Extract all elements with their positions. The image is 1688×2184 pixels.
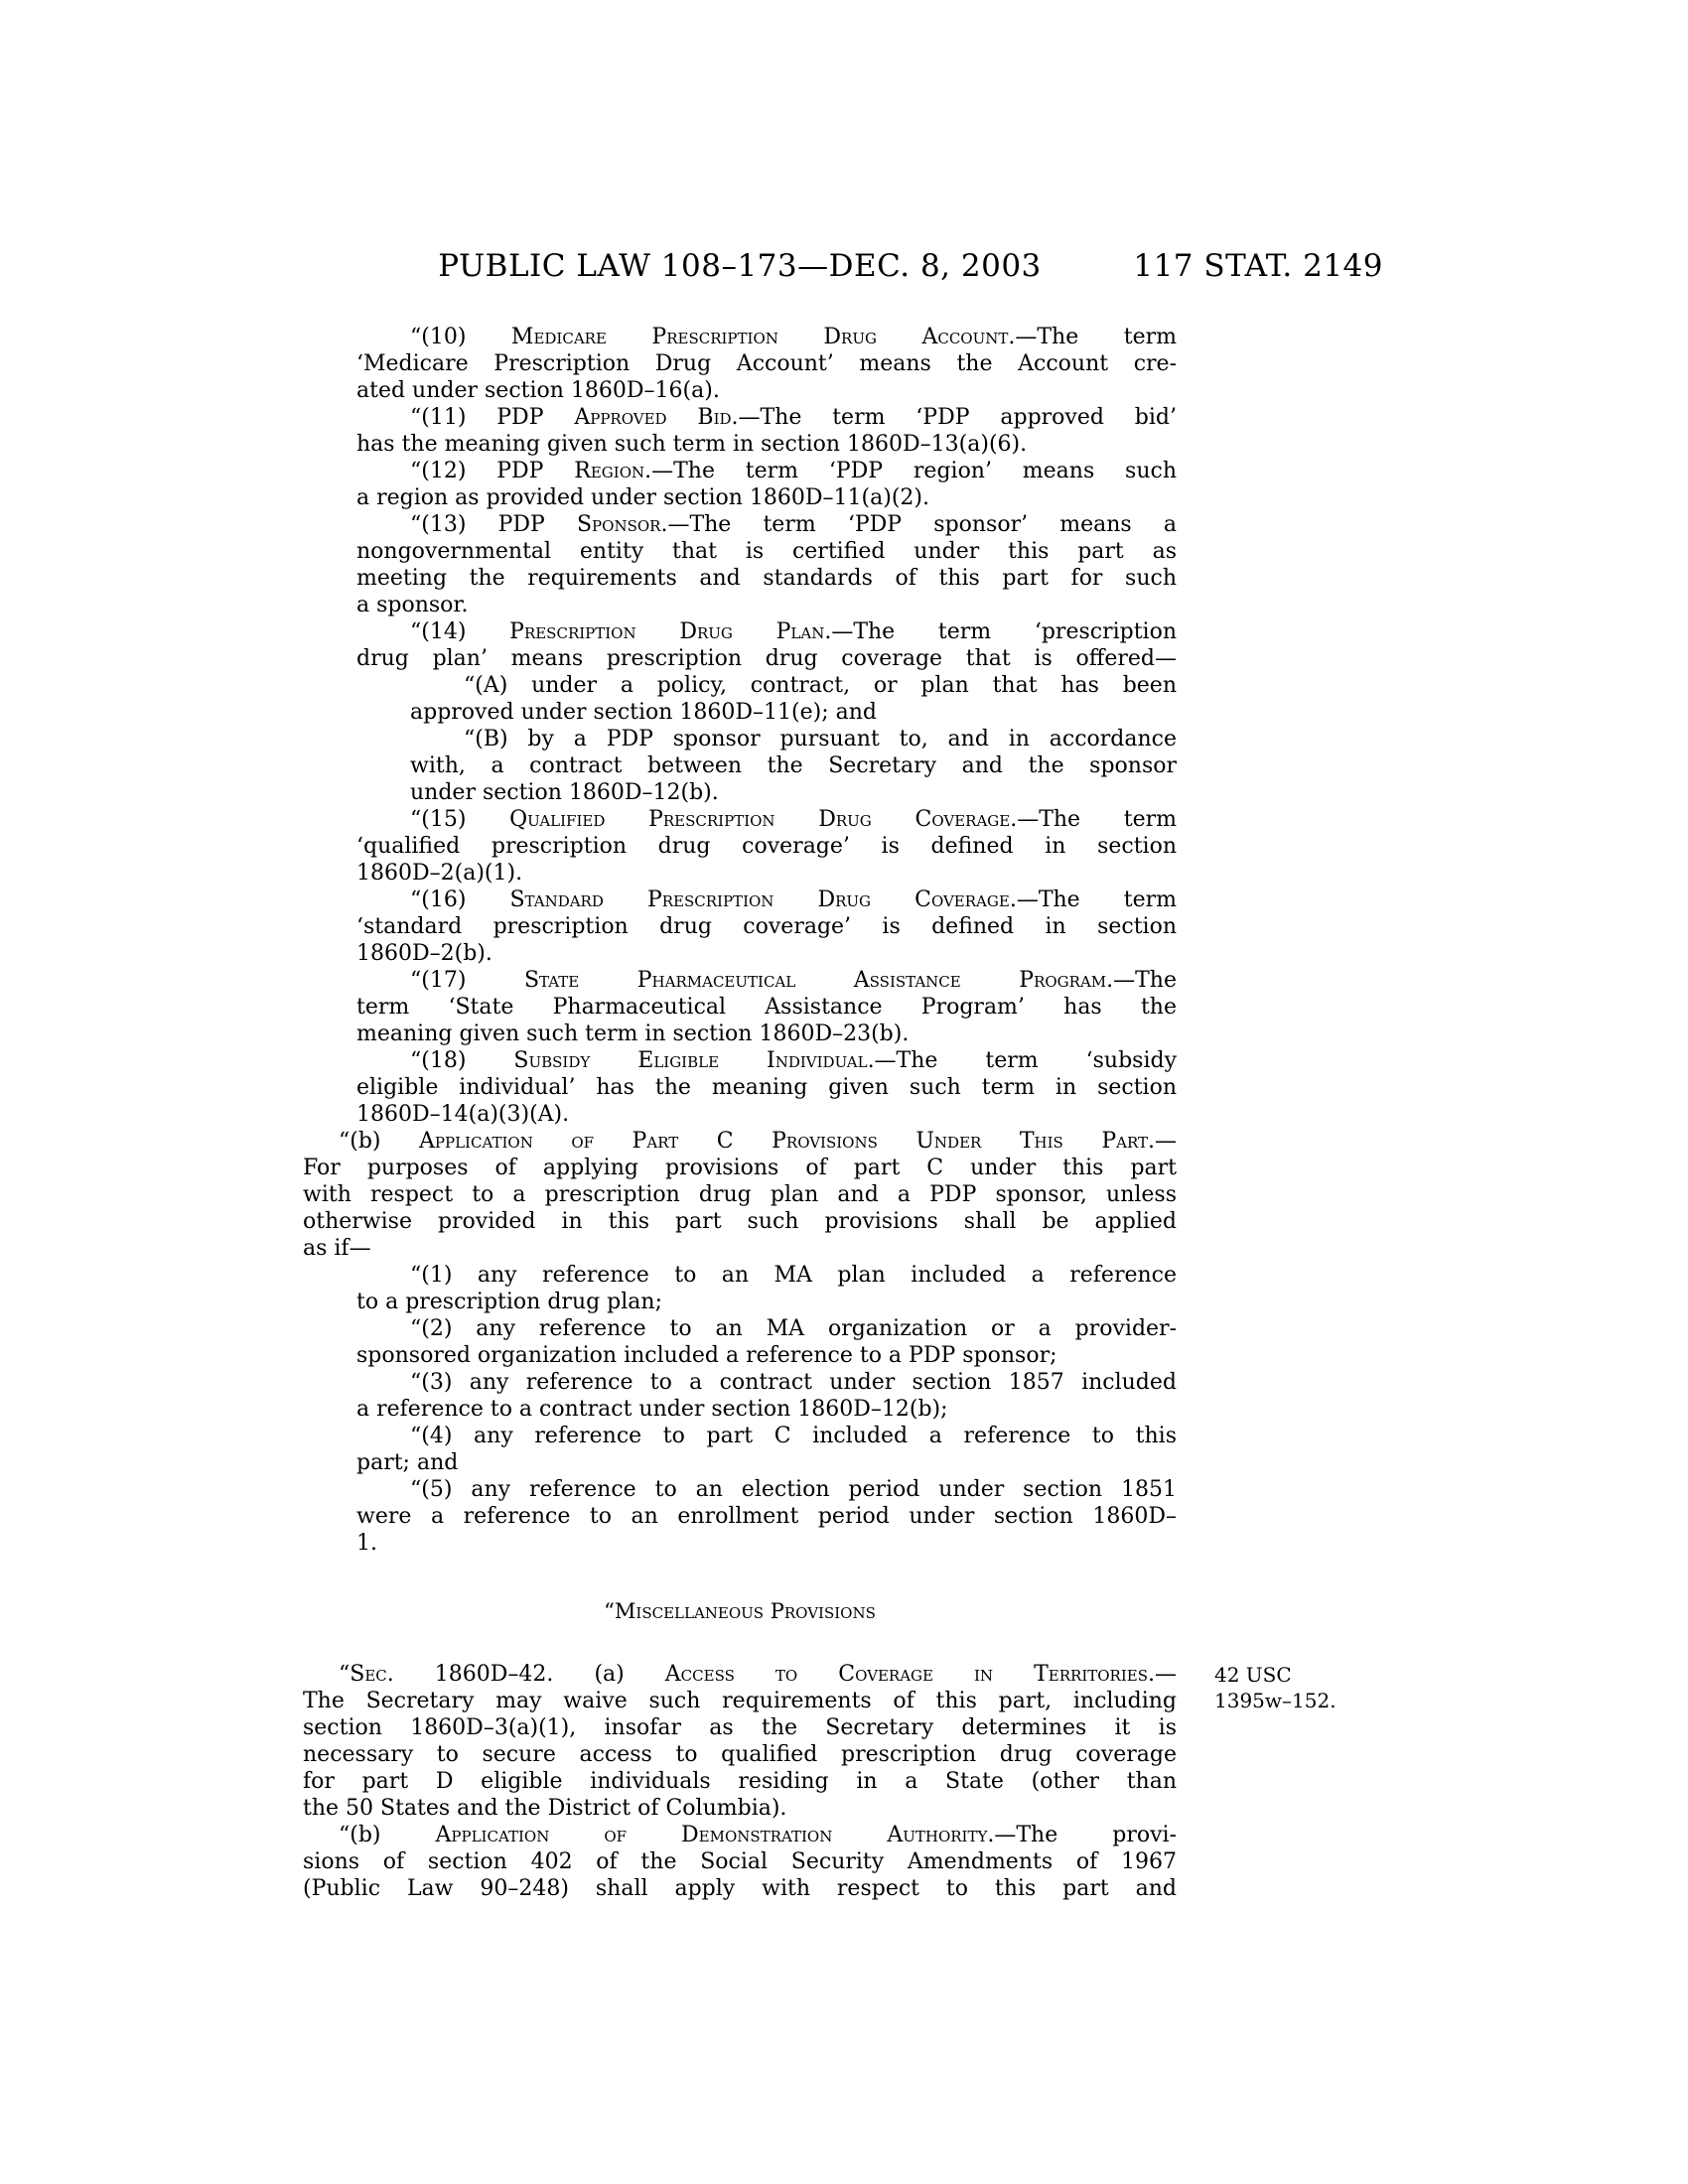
statute-paragraph	[410, 726, 1177, 806]
statute-paragraph	[356, 806, 1177, 887]
statute-paragraph	[303, 1128, 1177, 1262]
statute-paragraph	[356, 324, 1177, 404]
text-line: with respect to a prescription drug plan and a PDP sponsor, unless	[303, 1182, 1177, 1207]
statute-paragraph	[356, 967, 1177, 1047]
text-line: otherwise provided in this part such provisions shall be applied	[303, 1209, 1177, 1234]
text-line: meeting the requirements and standards of this part for such	[356, 566, 1177, 591]
text-line: “(A) under a policy, contract, or plan that has been	[464, 673, 1177, 698]
text-line: under section 1860D–12(b).	[410, 780, 719, 805]
text-line: “(3) any reference to a contract under section 1857 included	[410, 1370, 1177, 1395]
text-line: as if—	[303, 1236, 371, 1261]
text-line: were a reference to an enrollment period under section 1860D–	[356, 1504, 1177, 1529]
statute-paragraph	[356, 1476, 1177, 1557]
statute-paragraph	[356, 1423, 1177, 1476]
text-line: a sponsor.	[356, 593, 469, 617]
margin-note-line: 1395w–152.	[1214, 1689, 1336, 1712]
statute-paragraph	[303, 1661, 1177, 1822]
text-line: ‘standard prescription drug coverage’ is defined in section	[356, 914, 1177, 939]
law-title: PUBLIC LAW 108–173—DEC. 8, 2003	[438, 248, 1042, 284]
small-caps-text: Access to Coverage in Territories	[664, 1662, 1148, 1687]
text-line: sponsored organization included a reference to a PDP sponsor;	[356, 1343, 1057, 1368]
text-line: 1860D–14(a)(3)(A).	[356, 1102, 570, 1127]
text-line: “(B) by a PDP sponsor pursuant to, and in accordance	[464, 727, 1177, 751]
text-line: ated under section 1860D–16(a).	[356, 378, 720, 403]
text-line: “(14) Prescription Drug Plan.—The term ‘prescription	[410, 619, 1177, 644]
text-line: eligible individual’ has the meaning given such term in section	[356, 1075, 1177, 1100]
text-line: for part D eligible individuals residing in a State (other than	[303, 1769, 1177, 1794]
statute-paragraph	[356, 1262, 1177, 1315]
text-line: to a prescription drug plan;	[356, 1290, 662, 1314]
text-line: a reference to a contract under section 1860D–12(b);	[356, 1397, 948, 1422]
small-caps-text: Application of Part C Provisions Under This Part	[419, 1129, 1148, 1154]
statute-paragraph	[410, 672, 1177, 726]
section-heading: “Miscellaneous Provisions	[604, 1599, 876, 1623]
small-caps-text: Subsidy Eligible Individual	[513, 1048, 868, 1073]
statute-paragraph	[356, 887, 1177, 967]
text-line: The Secretary may waive such requirements of this part, including	[303, 1689, 1177, 1713]
text-line: “(17) State Pharmaceutical Assistance Program.—The	[410, 968, 1177, 993]
text-line: “(10) Medicare Prescription Drug Account.—The term	[410, 325, 1177, 349]
statute-paragraph	[356, 1315, 1177, 1369]
text-line: “(4) any reference to part C included a reference to this	[410, 1424, 1177, 1448]
text-line: has the meaning given such term in section 1860D–13(a)(6).	[356, 432, 1028, 457]
text-line: “(b) Application of Part C Provisions Under This Part.—	[339, 1129, 1177, 1154]
text-line: the 50 States and the District of Columbia).	[303, 1796, 787, 1821]
text-line: necessary to secure access to qualified prescription drug coverage	[303, 1742, 1177, 1767]
text-line: “Sec. 1860D–42. (a) Access to Coverage in Territories.—	[339, 1662, 1177, 1687]
text-line: drug plan’ means prescription drug coverage that is offered—	[356, 646, 1177, 671]
page-header	[303, 248, 1383, 288]
text-line: 1860D–2(b).	[356, 941, 492, 966]
statute-paragraph	[356, 1369, 1177, 1423]
small-caps-text: State Pharmaceutical Assistance Program	[523, 968, 1107, 993]
statute-paragraph	[356, 1047, 1177, 1128]
stat-page-number: 117 STAT. 2149	[1133, 248, 1383, 284]
small-caps-text: Miscellaneous Provisions	[614, 1599, 876, 1623]
text-line: a region as provided under section 1860D–11(a)(2).	[356, 485, 929, 510]
text-line: (Public Law 90–248) shall apply with respect to this part and	[303, 1876, 1177, 1901]
text-line: sions of section 402 of the Social Security Amendments of 1967	[303, 1849, 1177, 1874]
small-caps-text: Qualified Prescription Drug Coverage	[509, 807, 1011, 832]
text-line: “(15) Qualified Prescription Drug Coverage.—The term	[410, 807, 1177, 832]
text-line: ‘qualified prescription drug coverage’ is defined in section	[356, 834, 1177, 859]
text-line: “(13) PDP Sponsor.—The term ‘PDP sponsor’ means a	[410, 512, 1177, 537]
text-line: “(12) PDP Region.—The term ‘PDP region’ means such	[410, 459, 1177, 483]
small-caps-text: Approved Bid	[574, 405, 732, 430]
statute-paragraph	[356, 511, 1177, 618]
text-column	[303, 324, 1177, 1902]
text-line: part; and	[356, 1450, 459, 1475]
text-line: meaning given such term in section 1860D–23(b).	[356, 1022, 910, 1046]
small-caps-text: Prescription Drug Plan	[509, 619, 825, 644]
text-line: “(2) any reference to an MA organization or a provider-	[410, 1316, 1177, 1341]
statute-paragraph	[356, 458, 1177, 511]
small-caps-text: Region	[574, 459, 645, 483]
margin-note-line: 42 USC	[1214, 1663, 1292, 1687]
text-line: 1.	[356, 1531, 377, 1556]
small-caps-text: Sponsor	[576, 512, 661, 537]
text-line: “(16) Standard Prescription Drug Coverage.—The term	[410, 887, 1177, 912]
small-caps-text: Application of Demonstration Authority	[435, 1823, 988, 1847]
text-line: “(11) PDP Approved Bid.—The term ‘PDP approved bid’	[410, 405, 1177, 430]
statute-paragraph	[356, 404, 1177, 458]
text-line: 1860D–2(a)(1).	[356, 861, 523, 886]
text-line: “(5) any reference to an election period under section 1851	[410, 1477, 1177, 1502]
text-line: “(1) any reference to an MA plan included a reference	[410, 1263, 1177, 1288]
statute-paragraph	[303, 1822, 1177, 1902]
small-caps-text: Medicare Prescription Drug Account	[510, 325, 1009, 349]
margin-note	[1214, 1662, 1388, 1713]
small-caps-text: Sec	[350, 1662, 387, 1687]
text-line: with, a contract between the Secretary and the sponsor	[410, 753, 1177, 778]
text-line: term ‘State Pharmaceutical Assistance Program’ has the	[356, 995, 1177, 1020]
text-line: nongovernmental entity that is certified under this part as	[356, 539, 1177, 564]
text-line: approved under section 1860D–11(e); and	[410, 700, 878, 725]
text-line: “(b) Application of Demonstration Authority.—The provi-	[339, 1823, 1177, 1847]
text-line: section 1860D–3(a)(1), insofar as the Secretary determines it is	[303, 1715, 1177, 1740]
small-caps-text: Standard Prescription Drug Coverage	[509, 887, 1010, 912]
text-line: For purposes of applying provisions of part C under this part	[303, 1156, 1177, 1180]
text-line: “(18) Subsidy Eligible Individual.—The term ‘subsidy	[410, 1048, 1177, 1073]
statute-paragraph	[356, 618, 1177, 672]
text-line: ‘Medicare Prescription Drug Account’ means the Account cre-	[356, 351, 1177, 376]
